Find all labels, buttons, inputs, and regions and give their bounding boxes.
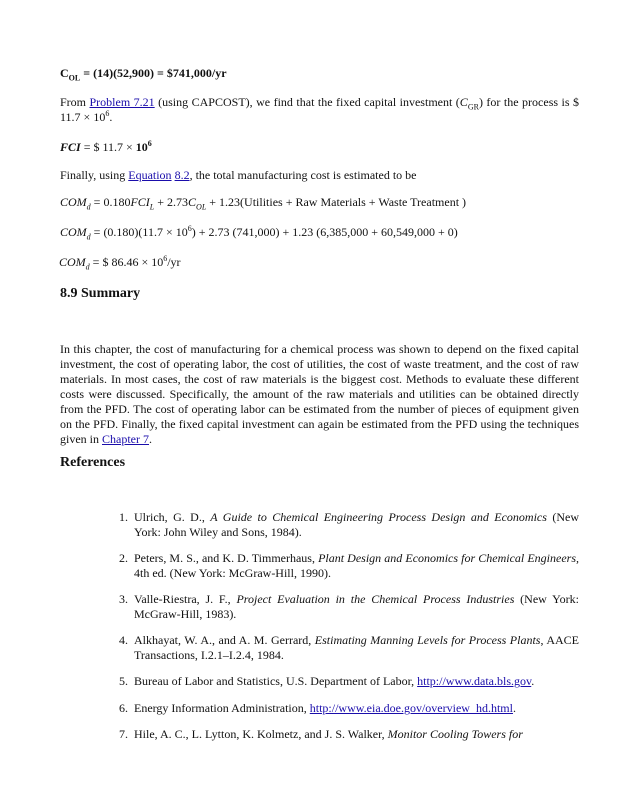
- paragraph-finally: Finally, using Equation 8.2, the total manufacturing cost is estimated to be: [60, 168, 417, 182]
- summary-heading: 8.9 Summary: [60, 286, 141, 301]
- equation-com-values: $COM_d = (0.180)(11.7 \times 10^6) + 2.73$ (741,000) + 1.23 (6,385,000 + 60,549,000 + 0): [60, 224, 458, 242]
- col-symbol: $C_{OL}$: [60, 66, 81, 83]
- summary-paragraph: In this chapter, the cost of manufacturing for a chemical process was shown to depend on the fixed capital investment, the cost of operating labor, the cost of utilities, the cost of waste treatment, and the cost of raw materials. In most cases, the cost of raw materials is the biggest cost. Methods to evaluate these different costs were discussed. Specifically, the amount of the raw materials and utilities can be obtained directly from the PFD. The cost of operating labor can be estimated from the number of pieces of equipment given on the PFD. Finally, the fixed capital investment can again be estimated from the PFD using the techniques given in Chapter 7.: [60, 342, 579, 446]
- equation-link[interactable]: Equation: [128, 168, 172, 182]
- eia-link[interactable]: http://www.eia.doe.gov/overview_hd.html: [309, 701, 513, 715]
- reference-item: 3. Valle-Riestra, J. F., Project Evaluation in the Chemical Process Industries (New York: McGraw-Hill, 1983).: [119, 592, 579, 621]
- reference-item: 1. Ulrich, G. D., A Guide to Chemical Engineering Process Design and Economics (New York: John Wiley and Sons, 1984).: [119, 510, 579, 539]
- bls-link[interactable]: http://www.data.bls.gov: [417, 674, 532, 688]
- equation-fci: FCI = $ $11.7 \times 10^6$: [60, 139, 152, 154]
- references-heading: References: [60, 455, 126, 470]
- reference-item: 6. Energy Information Administration, http://www.eia.doe.gov/overview_hd.html.: [119, 701, 516, 715]
- reference-item: 7. Hile, A. C., L. Lytton, K. Kolmetz, and J. S. Walker, Monitor Cooling Towers for: [119, 727, 523, 741]
- problem-7-21-link[interactable]: Problem 7.21: [89, 95, 155, 109]
- reference-item: 4. Alkhayat, W. A., and A. M. Gerrard, Estimating Manning Levels for Process Plants, AACE Transactions, I.2.1–I.2.4, 1984.: [119, 633, 579, 662]
- equation-8-2-link[interactable]: 8.2: [174, 168, 190, 182]
- equation-com-result: $COM_d$ = $ $86.46 \times 10^6/yr$: [59, 254, 181, 272]
- equation-com-general: $COM_d = 0.180FCI_L + 2.73C_{OL}$ + 1.23(Utilities + Raw Materials + Waste Treatment ): [60, 195, 467, 212]
- chapter-7-link[interactable]: Chapter 7: [102, 432, 149, 446]
- paragraph-fci: From Problem 7.21 (using CAPCOST), we find that the fixed capital investment $(C_{GR})$ for the process is $ $11.7 \times 10^6$.: [60, 95, 580, 124]
- equation-col: $C_{OL} = (14)(52,900)$ = $741,000/yr: [60, 66, 227, 83]
- reference-item: 2. Peters, M. S., and K. D. Timmerhaus, Plant Design and Economics for Chemical Engineers, 4th ed. (New York: McGraw-Hill, 1990).: [119, 551, 580, 580]
- reference-item: 5. Bureau of Labor and Statistics, U.S. Department of Labor, http://www.data.bls.gov.: [119, 674, 535, 688]
